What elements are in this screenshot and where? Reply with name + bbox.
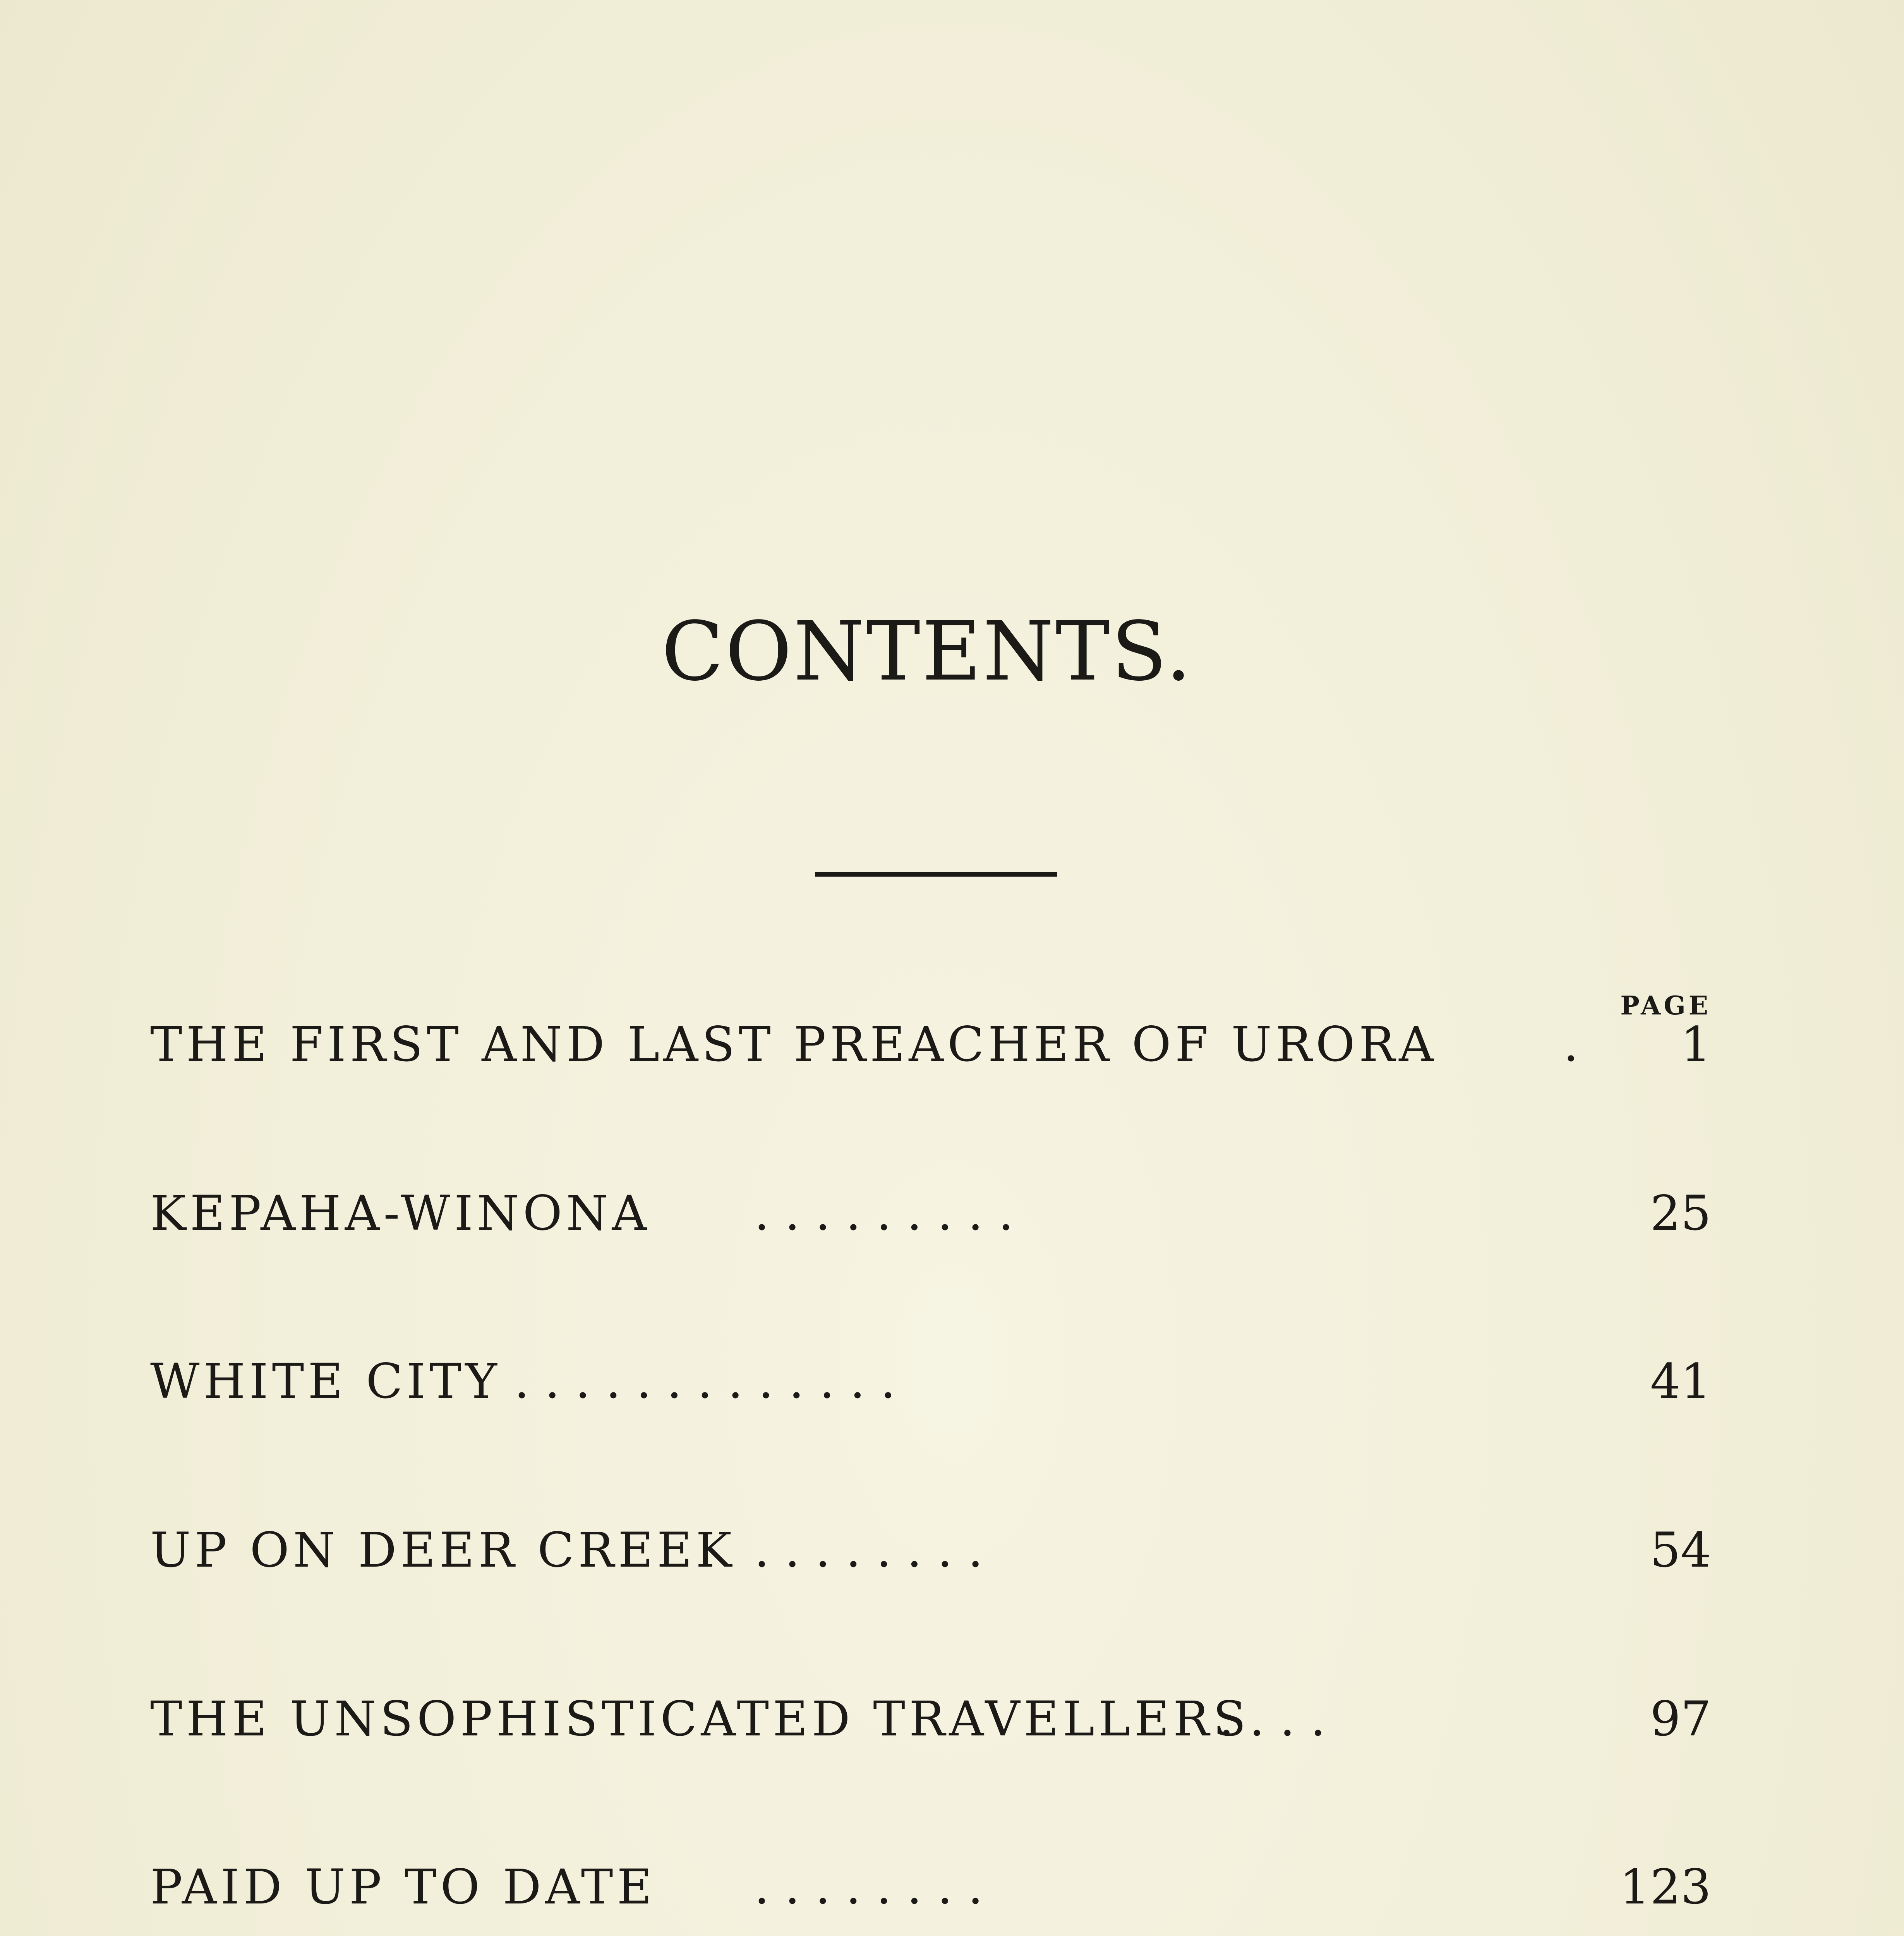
toc-entry-page: 1 xyxy=(1681,1017,1711,1073)
toc-entry-title: THE UNSOPHISTICATED TRAVELLERS xyxy=(150,1691,1250,1747)
toc-entry-page: 123 xyxy=(1619,1859,1711,1915)
toc-entry-title: UP ON DEER CREEK xyxy=(150,1522,736,1578)
toc-entry-title: THE FIRST AND LAST PREACHER OF URORA xyxy=(150,1017,1437,1073)
toc-entry xyxy=(150,1512,1711,1590)
title-divider xyxy=(815,872,1057,877)
toc-entry xyxy=(150,1176,1711,1253)
toc-entry xyxy=(150,1681,1711,1759)
toc-entry-leader: . . . . . . . . xyxy=(754,1859,983,1915)
page-title: CONTENTS. xyxy=(661,604,1193,699)
toc-entry-leader: . . . . . . . . . xyxy=(754,1186,1014,1241)
toc-entry-title: PAID UP TO DATE xyxy=(150,1859,656,1915)
toc-entry-leader: . xyxy=(1563,1017,1579,1073)
toc-entry-page: 97 xyxy=(1650,1691,1711,1747)
toc-entry-page: 25 xyxy=(1650,1186,1711,1241)
toc-entry-title: WHITE CITY xyxy=(150,1354,501,1409)
toc-entry-title: KEPAHA-WINONA xyxy=(150,1186,651,1241)
toc-entry-leader: . . . . xyxy=(1219,1691,1326,1747)
toc-entry xyxy=(150,1007,1711,1084)
toc-entry-page: 54 xyxy=(1650,1522,1711,1578)
toc-entry-leader: . . . . . . . . . . . . . xyxy=(514,1354,896,1409)
toc-entry xyxy=(150,1344,1711,1421)
toc-entry-leader: . . . . . . . . xyxy=(754,1522,983,1578)
toc-entry xyxy=(150,1849,1711,1927)
page-column-label: PAGE xyxy=(1620,990,1711,1021)
toc-entry-page: 41 xyxy=(1650,1354,1711,1409)
